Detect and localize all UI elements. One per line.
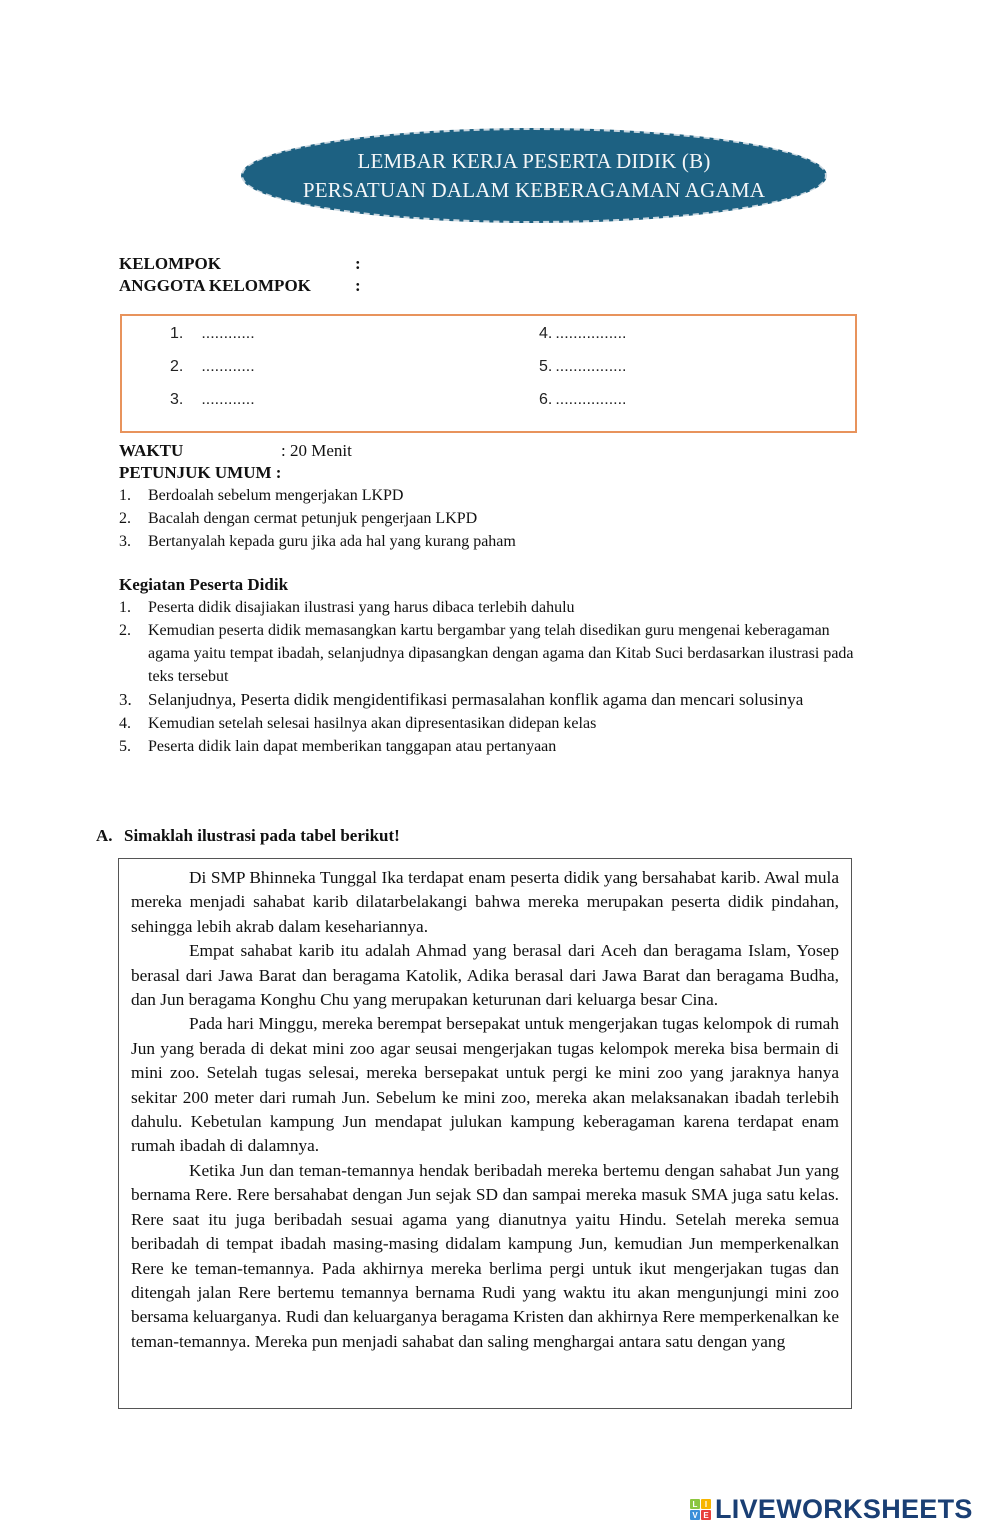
worksheet-title-banner [241, 128, 827, 223]
member-slot-5[interactable] [539, 358, 626, 376]
member-slot-1[interactable] [170, 325, 255, 343]
worksheet-title-line2: PERSATUAN DALAM KEBERAGAMAN AGAMA [302, 177, 766, 202]
story-paragraph-3: Pada hari Minggu, mereka berempat bersepakat untuk mengerjakan tugas kelompok di rumah Jun yang berada di dekat mini zoo agar seusai mengerjakan tugas kelompok mereka bisa bermain di mini zoo. Setelah tugas selesai, mereka bersepakat untuk pergi ke mini zoo yang jaraknya hanya sekitar 200 meter dari rumah Jun. Sebelum ke mini zoo, mereka akan melaksanakan ibadah terlebih dahulu. Kebetulan kampung Jun mendapat julukan kampung keberagaman karena terdapat enam rumah ibadah di dalamnya. [131, 1014, 839, 1156]
list-item: 3. Selanjudnya, Peserta didik mengidentifikasi permasalahan konflik agama dan mencari solusinya [119, 690, 804, 709]
member-blank[interactable]: ................ [555, 391, 627, 408]
waktu-label: WAKTU [119, 441, 184, 460]
member-number: 4. [539, 325, 553, 342]
anggota-kelompok-label: ANGGOTA KELOMPOK [119, 276, 311, 295]
story-paragraph-2: Empat sahabat karib itu adalah Ahmad yang berasal dari Aceh dan beragama Islam, Yosep berasal dari Jawa Barat dan beragama Katolik, Adika berasal dari Jawa Barat dan beragama Budha, dan Jun beragama Konghu Chu yang merupakan keturunan dari keluarga besar Cina. [131, 941, 839, 1010]
member-slot-3[interactable] [170, 391, 255, 409]
logo-text: LIVEWORKSHEETS [715, 1494, 973, 1524]
member-number: 2. [170, 358, 184, 375]
kelompok-field [119, 254, 361, 274]
illustration-text-box [118, 858, 852, 1409]
list-item: 1. Peserta didik disajiakan ilustrasi yang harus dibaca terlebih dahulu [119, 599, 575, 616]
list-item: 3. Bertanyalah kepada guru jika ada hal yang kurang paham [119, 533, 516, 550]
story-paragraph-1: Di SMP Bhinneka Tunggal Ika terdapat enam peserta didik yang bersahabat karib. Awal mula mereka menjadi sahabat karib dilatarbelakangi bahwa mereka merupakan peserta didik pindahan, sehingga lebih akrab dalam kesehariannya. [131, 868, 839, 936]
section-a-letter: A. [96, 826, 113, 845]
member-number: 6. [539, 391, 553, 408]
member-slot-6[interactable] [539, 391, 626, 409]
member-number: 1. [170, 325, 184, 342]
anggota-kelompok-colon: : [355, 276, 361, 295]
member-slot-2[interactable] [170, 358, 255, 376]
member-blank[interactable]: ................ [555, 325, 627, 342]
list-item: 5. Peserta didik lain dapat memberikan tanggapan atau pertanyaan [119, 738, 557, 755]
kegiatan-list [119, 596, 859, 758]
kelompok-colon: : [355, 254, 361, 273]
petunjuk-umum-list [119, 484, 516, 553]
member-slot-4[interactable] [539, 325, 626, 343]
liveworksheets-logo[interactable] [690, 1494, 973, 1525]
member-blank[interactable]: ............ [201, 391, 255, 408]
group-members-box [120, 314, 857, 433]
live-tiles-icon: L I V E [690, 1499, 711, 1520]
story-paragraph-4: Ketika Jun dan teman-temannya hendak beribadah mereka bertemu dengan sahabat Jun yang bernama Rere. Rere bersahabat dengan Jun sejak SD dan sampai mereka masuk SMA juga satu kelas. Rere saat itu juga beribadah sesuai agama yang dianutnya yaitu Hindu. Setelah mereka semua beribadah di tempat ibadah masing-masing didalam kampung Jun, kemudian Jun memperkenalkan Rere ke teman-temannya. Pada akhirnya mereka berlima pergi untuk ikut mengerjakan tugas dan ditengah jalan Rere bertemu temannya bernama Rudi yang waktu itu akan mengunjungi mini zoo bersama keluarganya. Rudi dan keluarganya beragama Kristen dan akhirnya Rere memperkenalkan ke teman-temannya. Mereka pun menjadi sahabat dan saling menghargai antara satu dengan yang [131, 1160, 839, 1351]
member-blank[interactable]: ................ [555, 358, 627, 375]
section-a-heading [96, 826, 400, 846]
kegiatan-heading: Kegiatan Peserta Didik [119, 575, 289, 594]
member-number: 5. [539, 358, 553, 375]
member-number: 3. [170, 391, 184, 408]
kelompok-label: KELOMPOK [119, 254, 221, 273]
member-blank[interactable]: ............ [201, 325, 255, 342]
list-item: 4. Kemudian setelah selesai hasilnya akan dipresentasikan didepan kelas [119, 715, 597, 732]
anggota-kelompok-field [119, 276, 361, 296]
list-item: 2. Bacalah dengan cermat petunjuk pengerjaan LKPD [119, 510, 478, 527]
worksheet-title-line1: LEMBAR KERJA PESERTA DIDIK (B) [357, 148, 711, 173]
list-item: 2. Kemudian peserta didik memasangkan kartu bergambar yang telah disedikan guru mengenai keberagaman agama yaitu tempat ibadah, selanjudnya dipasangkan dengan agama dan Kitab Suci berdasarkan ilustrasi pada teks tersebut [119, 622, 854, 685]
petunjuk-umum-heading: PETUNJUK UMUM : [119, 463, 282, 482]
section-a-title: Simaklah ilustrasi pada tabel berikut! [124, 826, 400, 845]
waktu-value: : 20 Menit [281, 441, 352, 460]
list-item: 1. Berdoalah sebelum mengerjakan LKPD [119, 487, 404, 504]
waktu-field [119, 441, 352, 461]
member-blank[interactable]: ............ [201, 358, 255, 375]
